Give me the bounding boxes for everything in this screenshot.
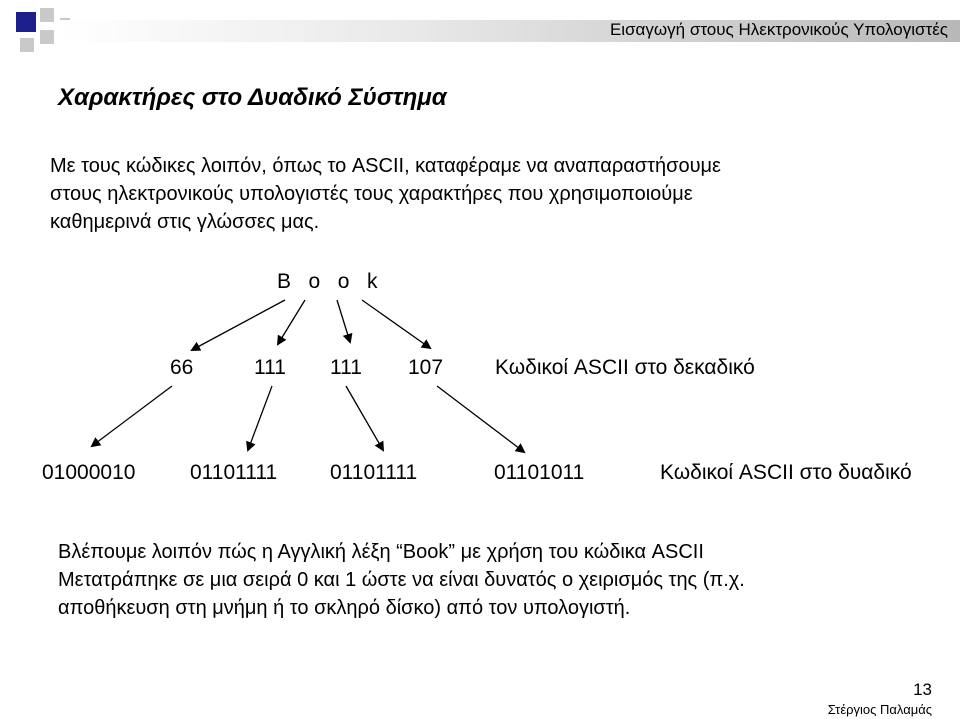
decimal-code: 66: [170, 356, 194, 379]
binary-code: 01101011: [494, 461, 585, 484]
slide-title: Χαρακτήρες στο Δυαδικό Σύστημα: [58, 84, 447, 111]
arrow-111-to-bin: [346, 386, 383, 450]
decimal-code: 111: [330, 356, 362, 379]
summary-text: [58, 538, 948, 622]
decimal-code: 111: [254, 356, 286, 379]
decimal-code: 107: [408, 356, 444, 379]
intro-line: καθημερινά στις γλώσσες μας.: [50, 211, 320, 233]
arrow-k-to-107: [362, 300, 430, 348]
binary-code: 01101111: [330, 461, 418, 484]
page-number: 13: [913, 680, 932, 699]
author-name: Στέργιος Παλαμάς: [827, 702, 932, 717]
binary-label: Κωδικοί ASCII στο δυαδικό: [660, 461, 912, 484]
summary-line: αποθήκευση στη μνήμη ή το σκληρό δίσκο) από τον υπολογιστή.: [58, 597, 631, 619]
decimal-label: Κωδικοί ASCII στο δεκαδικό: [495, 356, 755, 379]
intro-line: Με τους κώδικες λοιπόν, όπως το ASCII, καταφέραμε να αναπαραστήσουμε: [50, 155, 721, 177]
intro-line: στους ηλεκτρονικούς υπολογιστές τους χαρακτήρες που χρησιμοποιούμε: [50, 183, 693, 205]
letter: o: [308, 270, 321, 293]
arrow-b-to-66: [192, 300, 285, 350]
arrow-o-to-111: [337, 300, 350, 342]
arrow-107-to-bin: [437, 386, 524, 452]
arrow-111-to-bin: [248, 386, 272, 450]
binary-code: 01101111: [190, 461, 278, 484]
summary-line: Βλέπουμε λοιπόν πώς η Αγγλική λέξη “Book” με χρήση του κώδικα ASCII: [58, 541, 704, 563]
letter: o: [337, 270, 350, 293]
summary-line: Μετατράπηκε σε μια σειρά 0 και 1 ώστε να είναι δυνατός ο χειρισμός της (π.χ.: [58, 569, 745, 591]
arrow-66-to-bin: [92, 386, 172, 446]
letter: B: [277, 270, 292, 293]
binary-code: 01000010: [42, 461, 136, 484]
letter: k: [366, 270, 378, 293]
header-title: Εισαγωγή στους Ηλεκτρονικούς Υπολογιστές: [609, 20, 948, 39]
arrow-o-to-111: [278, 300, 305, 344]
